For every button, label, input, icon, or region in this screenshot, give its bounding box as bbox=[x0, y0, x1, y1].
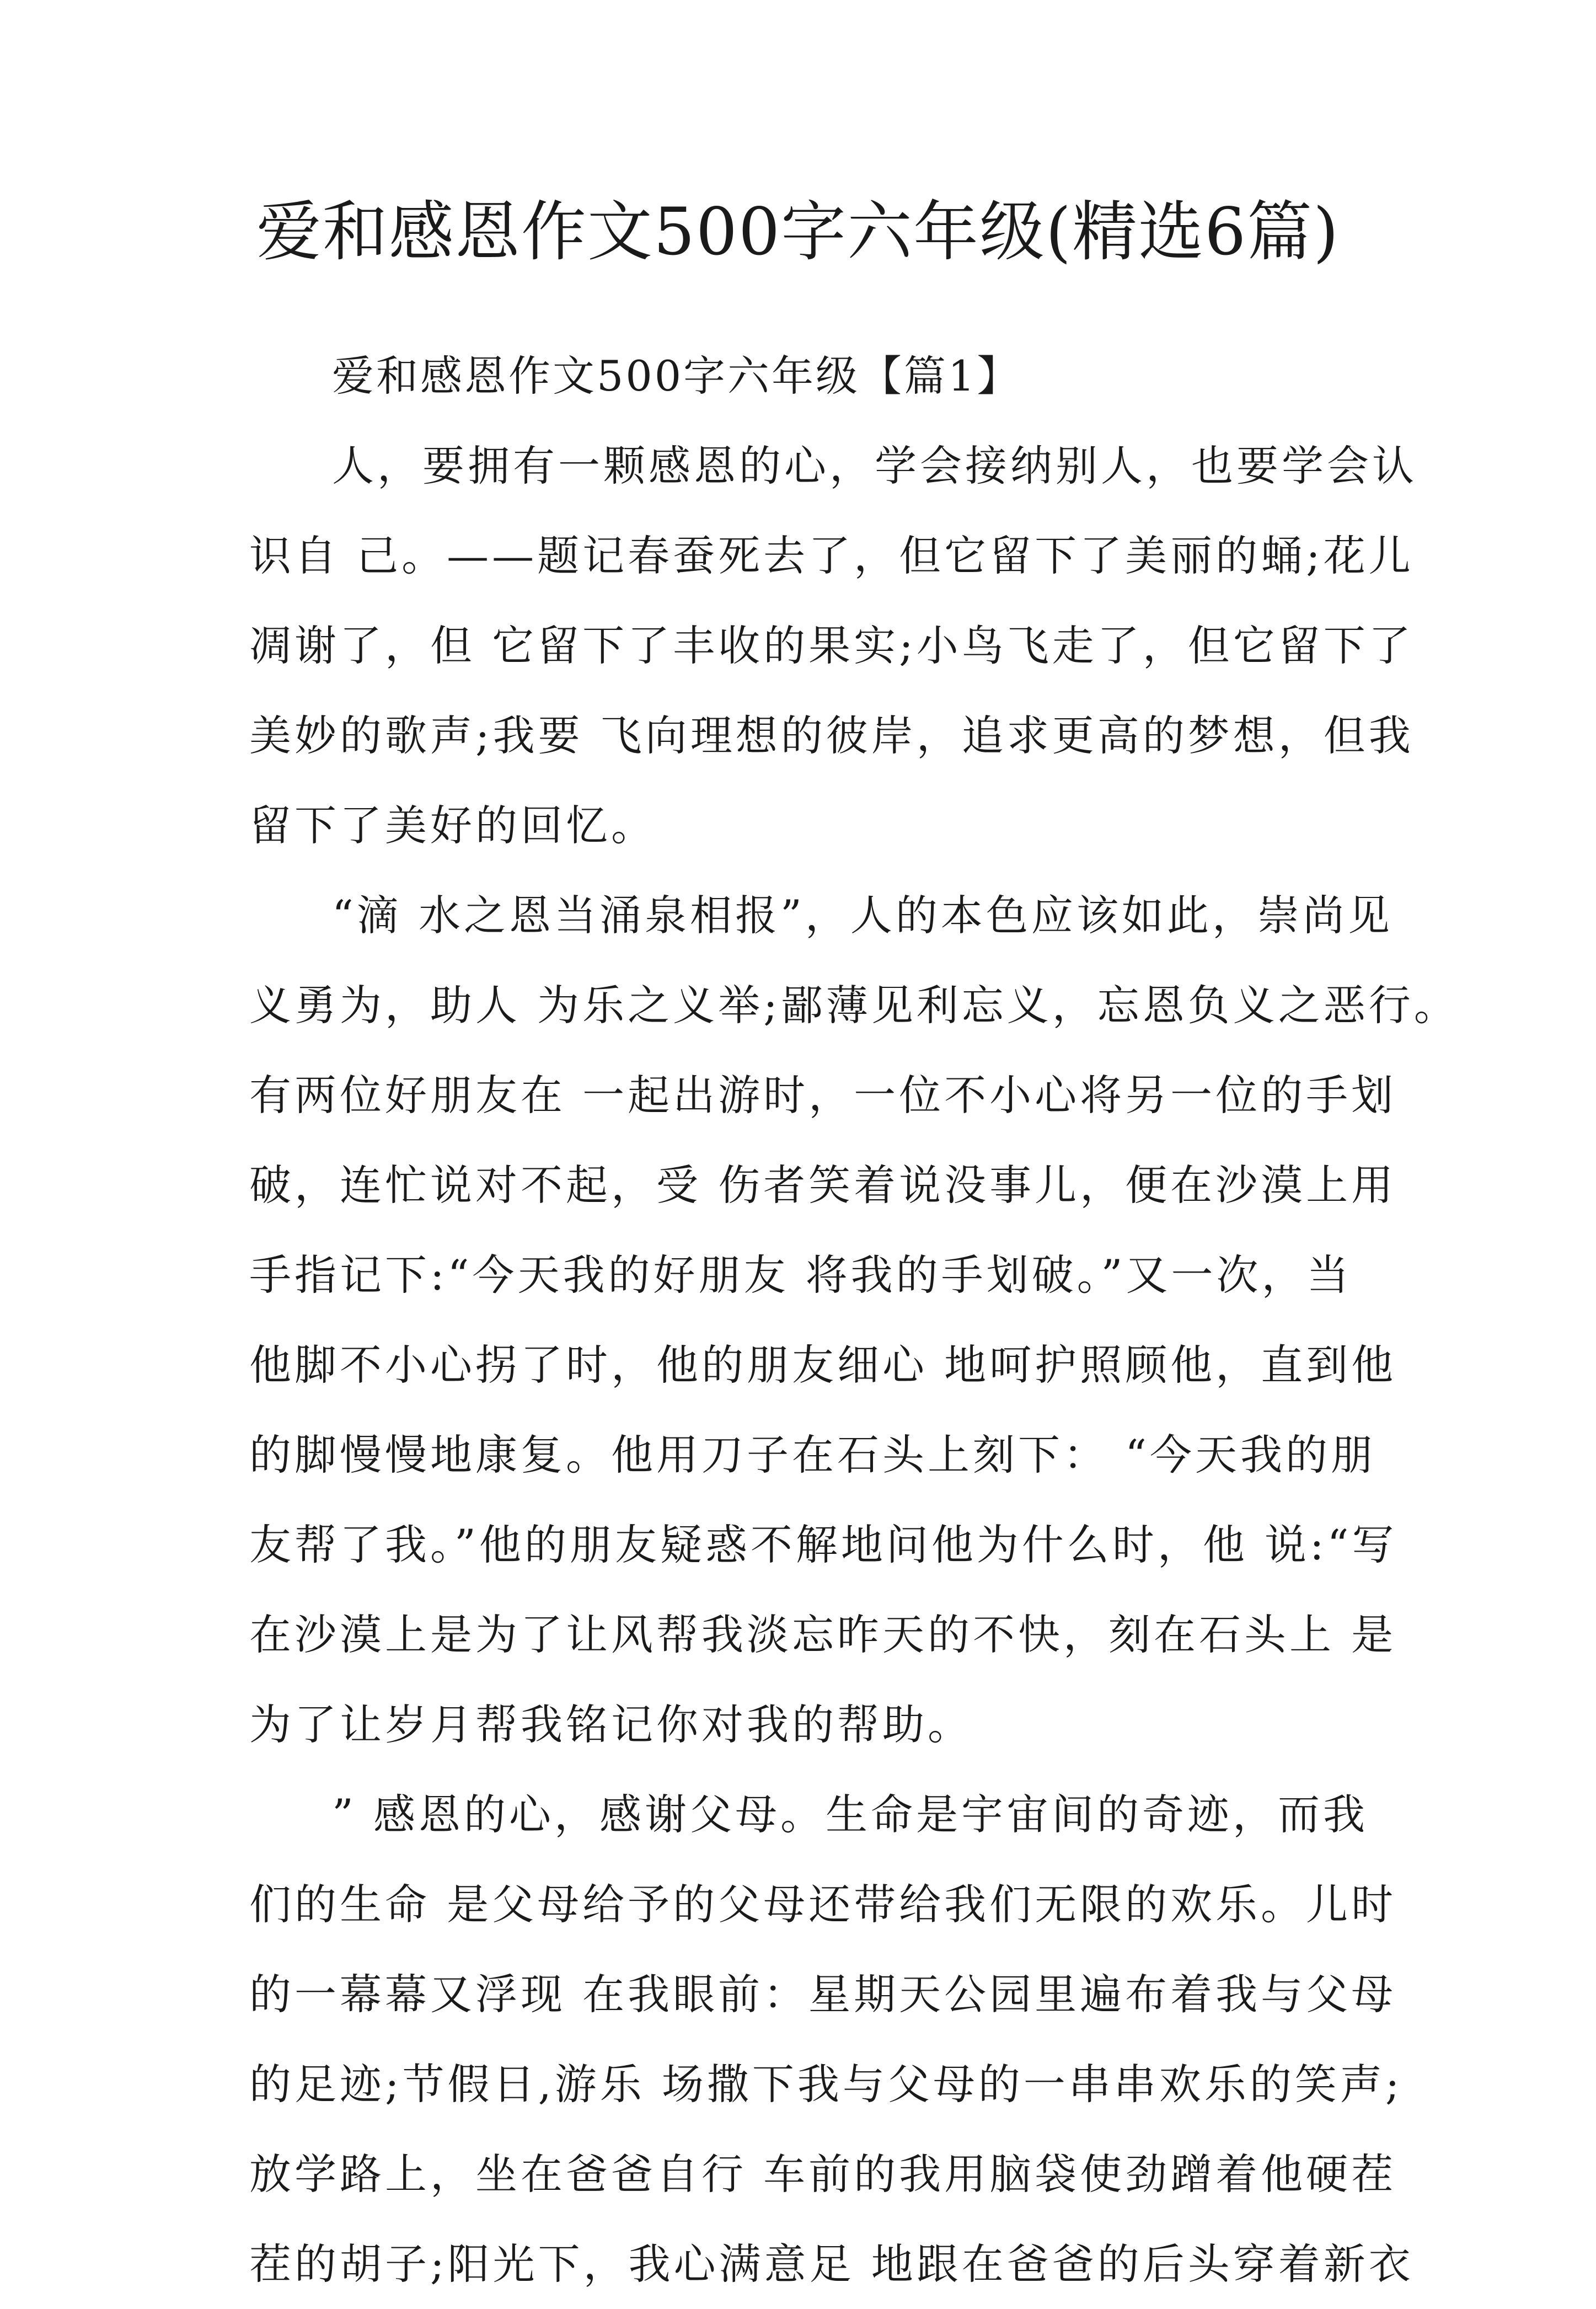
paragraph-1 bbox=[249, 421, 1417, 870]
text-line: 友帮了我。”他的朋友疑惑不解地问他为什么时，他 说:“写 bbox=[249, 1520, 1397, 1569]
document-body bbox=[249, 331, 1459, 2309]
text-line: 的脚慢慢地康复。他用刀子在石头上刻下： “今天我的朋 bbox=[249, 1430, 1377, 1479]
text-line: ” 感恩的心，感谢父母。生命是宇宙间的奇迹，而我 bbox=[332, 1790, 1369, 1839]
text-line: 义勇为，助人 为乐之义举;鄙薄见利忘义，忘恩负义之恶行。 bbox=[249, 981, 1459, 1030]
section-heading: 爱和感恩作文500字六年级【篇1】 bbox=[332, 351, 1021, 400]
text-line: 留下了美好的回忆。 bbox=[249, 801, 656, 850]
text-line: 凋谢了，但 它留下了丰收的果实;小鸟飞走了，但它留下了 bbox=[249, 621, 1414, 670]
text-line: 们的生命 是父母给予的父母还带给我们无限的欢乐。儿时 bbox=[249, 1880, 1397, 1929]
document-title: 爱和感恩作文500字六年级(精选6篇) bbox=[256, 194, 1340, 270]
text-line: 的足迹;节假日,游乐 场撒下我与父母的一串串欢乐的笑声; bbox=[249, 2060, 1403, 2109]
text-line: 在沙漠上是为了让风帮我淡忘昨天的不快，刻在石头上 是 bbox=[249, 1610, 1397, 1659]
paragraph-2 bbox=[249, 870, 1459, 1770]
text-line: 的一幕幕又浮现 在我眼前：星期天公园里遍布着我与父母 bbox=[249, 1970, 1397, 2019]
text-line: 放学路上，坐在爸爸自行 车前的我用脑袋使劲蹭着他硬茬 bbox=[249, 2150, 1397, 2199]
paragraph-3 bbox=[249, 1770, 1414, 2309]
text-line: 手指记下:“今天我的好朋友 将我的手划破。”又一次，当 bbox=[249, 1250, 1352, 1300]
text-line: 茬的胡子;阳光下，我心满意足 地跟在爸爸的后头穿着新衣 bbox=[249, 2239, 1414, 2289]
text-line: 美妙的歌声;我要 飞向理想的彼岸，追求更高的梦想，但我 bbox=[249, 711, 1414, 760]
text-line: 人，要拥有一颗感恩的心，学会接纳别人，也要学会认 bbox=[332, 441, 1417, 490]
text-line: 识自 己。——题记春蚕死去了，但它留下了美丽的蛹;花儿 bbox=[249, 531, 1414, 580]
text-line: 他脚不小心拐了时，他的朋友细心 地呵护照顾他，直到他 bbox=[249, 1340, 1397, 1389]
text-line: 破，连忙说对不起，受 伤者笑着说没事儿，便在沙漠上用 bbox=[249, 1161, 1397, 1210]
text-line: 有两位好朋友在 一起出游时，一位不小心将另一位的手划 bbox=[249, 1071, 1397, 1120]
text-line: 为了让岁月帮我铭记你对我的帮助。 bbox=[249, 1700, 973, 1749]
text-line: “滴 水之恩当涌泉相报”，人的本色应该如此，崇尚见 bbox=[332, 891, 1393, 940]
